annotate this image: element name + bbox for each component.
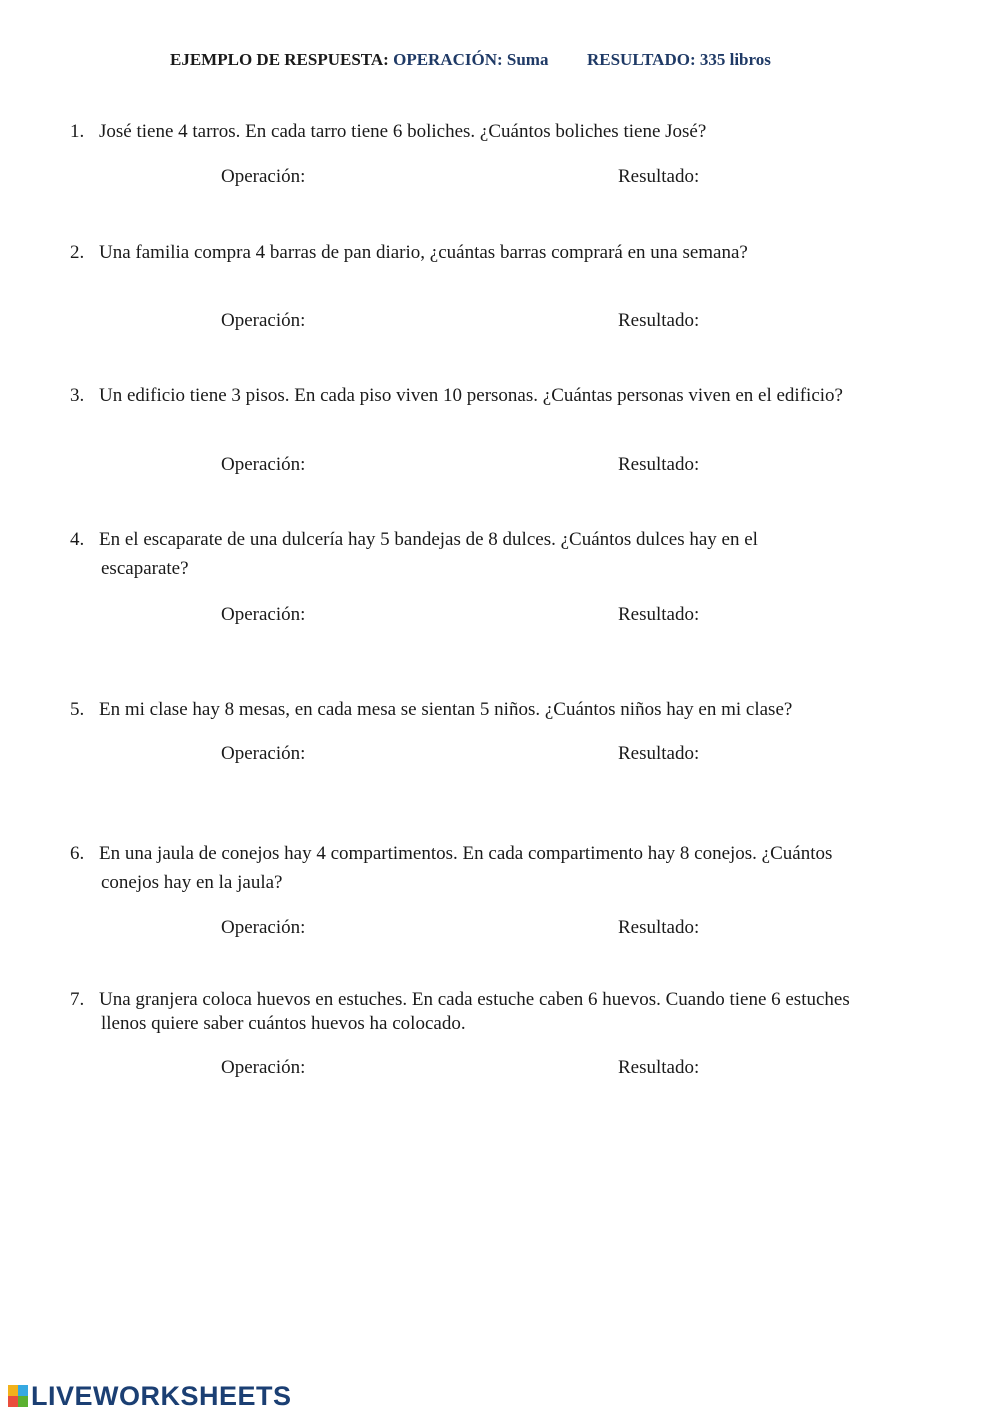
question-text: En el escaparate de una dulcería hay 5 bandejas de 8 dulces. ¿Cuántos dulces hay en el (99, 529, 758, 550)
result-label: Resultado: (618, 917, 700, 938)
question-number: 3. (70, 385, 85, 406)
result-label: Resultado: (618, 454, 700, 475)
result-label: Resultado: (618, 166, 700, 187)
question-text: Un edificio tiene 3 pisos. En cada piso viven 10 personas. ¿Cuántas personas viven en el edificio? (99, 385, 843, 406)
logo-blocks-icon (8, 1385, 28, 1407)
result-input-4[interactable] (710, 604, 914, 628)
logo-text: LIVEWORKSHEETS (31, 1380, 292, 1411)
example-label: EJEMPLO DE RESPUESTA (170, 50, 384, 69)
result-label: Resultado: (618, 743, 700, 764)
question-text-continued: llenos quiere saber cuántos huevos ha colocado. (101, 1013, 466, 1034)
example-result: RESULTADO: 335 libros (586, 50, 771, 69)
question-text: En mi clase hay 8 mesas, en cada mesa se sientan 5 niños. ¿Cuántos niños hay en mi clase? (99, 699, 793, 720)
question-text: Una familia compra 4 barras de pan diario, ¿cuántas barras comprará en una semana? (99, 242, 748, 263)
operation-input-5[interactable] (318, 743, 562, 767)
operation-label: Operación: (221, 743, 306, 764)
result-label: Resultado: (618, 1057, 700, 1078)
operation-label: Operación: (221, 1057, 306, 1078)
result-input-6[interactable] (710, 917, 914, 941)
liveworksheets-logo[interactable] (8, 1380, 292, 1412)
example-colon: : (383, 50, 389, 69)
result-input-3[interactable] (710, 454, 914, 478)
operation-label: Operación: (221, 917, 306, 938)
result-input-1[interactable] (710, 166, 914, 190)
question-text-continued: escaparate? (101, 558, 189, 579)
example-operation: OPERACIÓN: Suma (393, 50, 549, 69)
operation-input-1[interactable] (318, 166, 562, 190)
question-text: Una granjera coloca huevos en estuches. En cada estuche caben 6 huevos. Cuando tiene 6 estuches (99, 989, 850, 1010)
operation-label: Operación: (221, 166, 306, 187)
operation-input-7[interactable] (318, 1057, 562, 1081)
result-input-2[interactable] (710, 310, 914, 334)
question-text: En una jaula de conejos hay 4 compartimentos. En cada compartimento hay 8 conejos. ¿Cuántos (99, 843, 833, 864)
question-number: 2. (70, 242, 85, 263)
question-text-continued: conejos hay en la jaula? (101, 872, 283, 893)
question-text: José tiene 4 tarros. En cada tarro tiene 6 boliches. ¿Cuántos boliches tiene José? (99, 121, 707, 142)
operation-input-3[interactable] (318, 454, 562, 478)
result-input-7[interactable] (710, 1057, 914, 1081)
operation-input-6[interactable] (318, 917, 562, 941)
question-number: 5. (70, 699, 85, 720)
operation-label: Operación: (221, 454, 306, 475)
result-input-5[interactable] (710, 743, 914, 767)
result-label: Resultado: (618, 310, 700, 331)
question-number: 1. (70, 121, 85, 142)
operation-input-2[interactable] (318, 310, 562, 334)
question-number: 7. (70, 989, 85, 1010)
operation-label: Operación: (221, 310, 306, 331)
question-number: 6. (70, 843, 85, 864)
operation-input-4[interactable] (318, 604, 562, 628)
operation-label: Operación: (221, 604, 306, 625)
result-label: Resultado: (618, 604, 700, 625)
example-header (170, 50, 771, 70)
question-number: 4. (70, 529, 85, 550)
